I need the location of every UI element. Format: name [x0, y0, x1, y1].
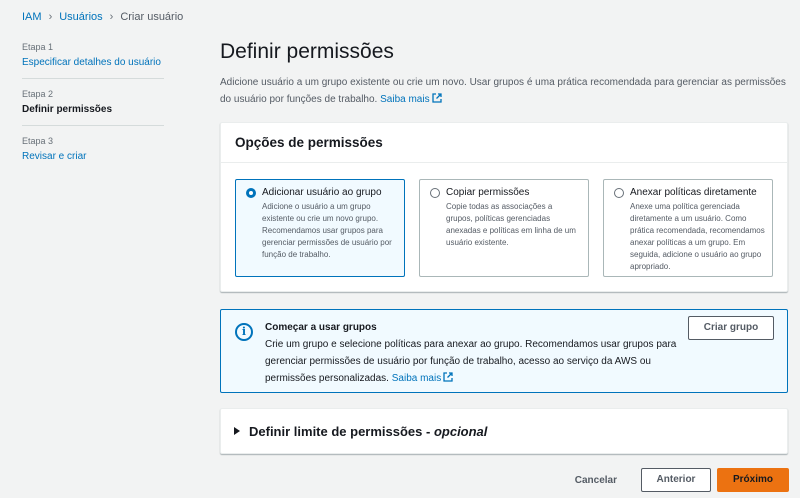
- breadcrumb-users[interactable]: Usuários: [59, 11, 103, 23]
- learn-more-label: Saiba mais: [380, 94, 430, 105]
- option-add-to-group[interactable]: [235, 179, 405, 277]
- external-link-icon: [443, 372, 453, 382]
- expander-title-text: Definir limite de permissões -: [249, 423, 434, 439]
- wizard-footer: [575, 468, 789, 492]
- info-body: [265, 336, 685, 387]
- info-learn-more-link[interactable]: [392, 373, 453, 384]
- step-number: Etapa 3: [22, 136, 54, 146]
- breadcrumb-current: Criar usuário: [120, 11, 184, 23]
- cancel-button[interactable]: Cancelar: [574, 474, 617, 486]
- step-number: Etapa 2: [22, 89, 54, 99]
- caret-right-icon[interactable]: [234, 427, 240, 435]
- step-2: [22, 89, 164, 126]
- option-title: Copiar permissões: [446, 187, 530, 198]
- next-button[interactable]: Próximo: [717, 468, 789, 492]
- previous-button[interactable]: Anterior: [641, 468, 711, 492]
- info-learn-more-label: Saiba mais: [391, 373, 442, 384]
- panel-title: Opções de permissões: [221, 123, 787, 163]
- main-header: [220, 40, 788, 108]
- radio-icon[interactable]: [430, 188, 440, 198]
- page-description: [220, 74, 788, 108]
- radio-icon[interactable]: [614, 188, 624, 198]
- info-icon: i: [235, 323, 253, 341]
- info-alert-groups: [220, 309, 788, 393]
- breadcrumb: [22, 11, 183, 23]
- create-group-button[interactable]: Criar grupo: [688, 316, 774, 340]
- option-attach-policies[interactable]: [603, 179, 773, 277]
- info-body-text: Crie um grupo e selecione políticas para anexar ao grupo. Recomendamos usar grupos para gerenciar permissões de usuário por função de trabalho, acesso ao serviço da AWS ou permissões personalizadas.: [265, 339, 677, 384]
- option-copy-permissions[interactable]: [419, 179, 589, 277]
- page-description-text: Adicione usuário a um grupo existente ou crie um novo. Usar grupos é uma prática recomendada para gerenciar as permissões do usuário por funções de trabalho.: [220, 77, 786, 105]
- expander-title: [249, 424, 487, 439]
- step-link-review[interactable]: Revisar e criar: [22, 151, 87, 162]
- step-link-user-details[interactable]: Especificar detalhes do usuário: [22, 57, 161, 68]
- learn-more-link[interactable]: [380, 94, 441, 105]
- breadcrumb-separator: ›: [109, 11, 114, 23]
- step-current-permissions: Definir permissões: [22, 104, 113, 115]
- option-title: Adicionar usuário ao grupo: [262, 187, 382, 198]
- info-title: Começar a usar grupos: [265, 322, 377, 333]
- page-title: Definir permissões: [220, 40, 394, 63]
- optional-label: opcional: [433, 423, 488, 439]
- external-link-icon: [432, 93, 442, 103]
- step-number: Etapa 1: [22, 42, 54, 52]
- breadcrumb-iam[interactable]: IAM: [22, 11, 42, 23]
- permission-options: [235, 179, 773, 277]
- option-description: Anexe uma política gerenciada diretamente a um usuário. Como prática recomendada, recomendamos anexar políticas a um grupo. Em seguida, adicione o usuário ao grupo apropriado.: [630, 202, 765, 271]
- option-description: Copie todas as associações a grupos, políticas gerenciadas anexadas e políticas em linha de um usuário existente.: [446, 202, 576, 247]
- option-description: Adicione o usuário a um grupo existente ou crie um novo grupo. Recomendamos usar grupos para gerenciar permissões de usuário por função de trabalho.: [262, 202, 392, 259]
- step-1: [22, 42, 164, 79]
- option-title: Anexar políticas diretamente: [630, 187, 757, 198]
- permission-options-panel: [220, 122, 788, 292]
- radio-selected-icon[interactable]: [246, 188, 256, 198]
- step-3: [22, 136, 164, 172]
- breadcrumb-separator: ›: [48, 11, 53, 23]
- permissions-boundary-expander[interactable]: [220, 408, 788, 454]
- wizard-steps: [22, 42, 164, 182]
